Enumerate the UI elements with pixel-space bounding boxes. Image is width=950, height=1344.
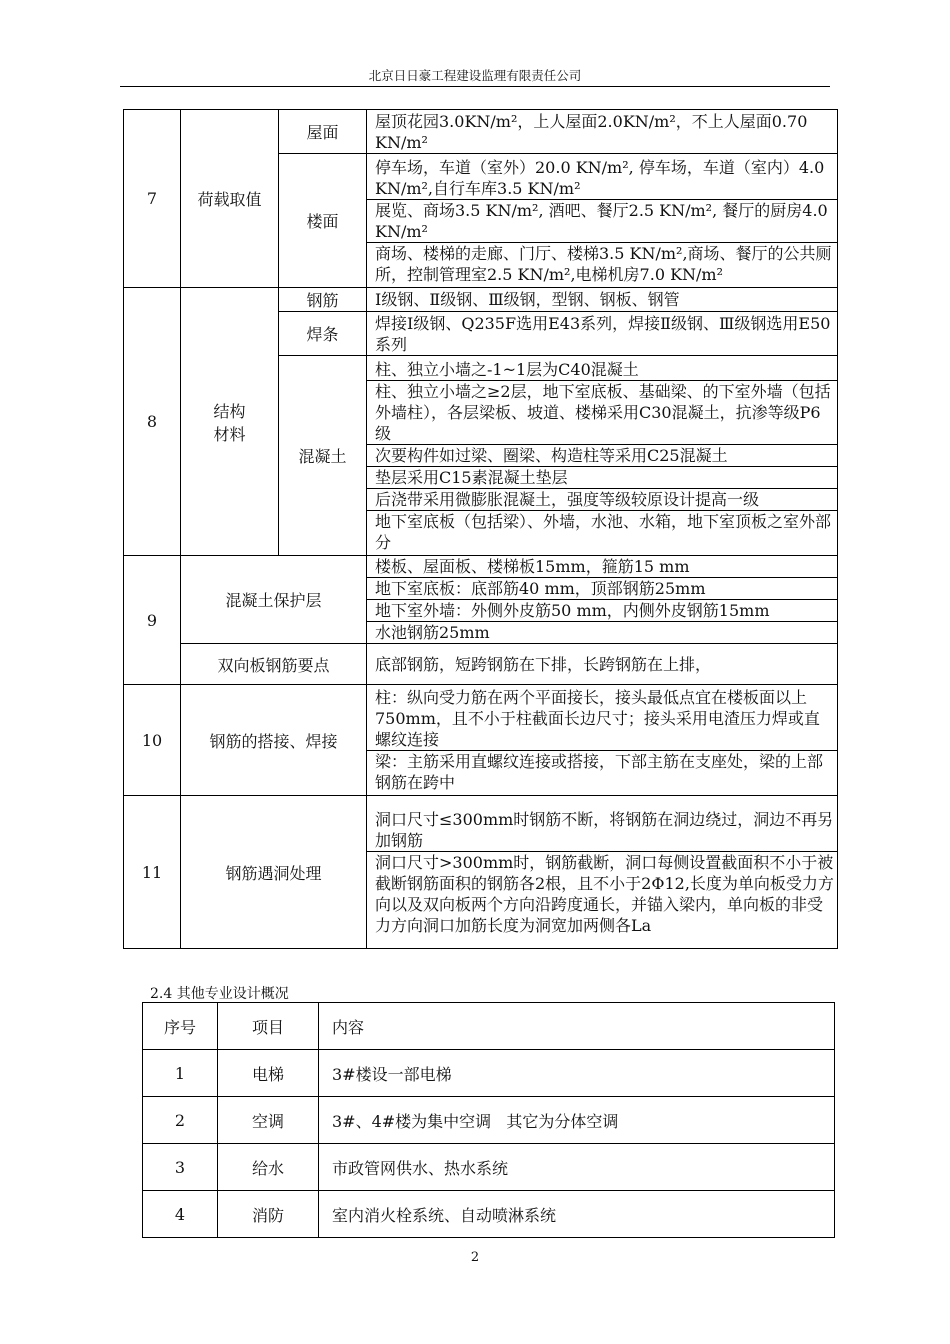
row9-cover-line: 地下室外墙：外侧外皮筋50 mm，内侧外皮钢筋15mm	[367, 599, 837, 621]
row10-line: 梁：主筋采用直螺纹连接或搭接，下部主筋在支座处，梁的上部钢筋在跨中	[367, 750, 837, 793]
row8-concrete-label: 混凝土	[279, 356, 367, 556]
row11-item: 钢筋遇洞处理	[181, 796, 367, 949]
row8-concrete-line: 后浇带采用微膨胀混凝土，强度等级较原设计提高一级	[367, 488, 837, 510]
table-row	[143, 1191, 835, 1238]
row9-no: 9	[124, 556, 181, 685]
header-rule	[120, 86, 830, 87]
row8-concrete-line: 地下室底板（包括梁）、外墙，水池、水箱，地下室顶板之室外部分	[367, 510, 837, 553]
table-row	[143, 1097, 835, 1144]
header-no: 序号	[143, 1003, 218, 1050]
row-no: 2	[143, 1097, 218, 1144]
row-content: 3#、4#楼为集中空调 其它为分体空调	[319, 1097, 835, 1144]
row8-rebar-label: 钢筋	[279, 288, 367, 312]
row-content: 室内消火栓系统、自动喷淋系统	[319, 1191, 835, 1238]
row-item: 空调	[218, 1097, 319, 1144]
row9-cover-line: 地下室底板：底部筋40 mm，顶部钢筋25mm	[367, 577, 837, 599]
table-row	[143, 1144, 835, 1191]
row8-concrete-line: 次要构件如过梁、圈梁、构造柱等采用C25混凝土	[367, 444, 837, 466]
row-no: 3	[143, 1144, 218, 1191]
row7-roof-label: 屋面	[279, 110, 367, 154]
row9-cover-line: 水池钢筋25mm	[367, 621, 837, 643]
row8-item	[181, 288, 279, 556]
row7-floor-line: 展览、商场3.5 KN/m², 酒吧、餐厅2.5 KN/m², 餐厅的厨房4.0 KN/m²	[367, 199, 837, 242]
row11-line: 洞口尺寸≤300mm时钢筋不断，将钢筋在洞边绕过，洞边不再另加钢筋	[375, 809, 834, 850]
other-design-table	[142, 1002, 835, 1238]
table-header-row	[143, 1003, 835, 1050]
row-no: 4	[143, 1191, 218, 1238]
row-content: 3#楼设一部电梯	[319, 1050, 835, 1097]
row7-roof-text: 屋顶花园3.0KN/m²，上人屋面2.0KN/m²，不上人屋面0.70 KN/m²	[367, 110, 838, 154]
page-header: 北京日日豪工程建设监理有限责任公司	[368, 68, 582, 83]
section-title: 2.4 其他专业设计概况	[150, 986, 289, 1002]
row-item: 消防	[218, 1191, 319, 1238]
row9-item: 混凝土保护层	[181, 556, 367, 644]
row8-rebar-text: Ⅰ级钢、Ⅱ级钢、Ⅲ级钢，型钢、钢板、钢管	[367, 288, 838, 312]
row8-concrete-line: 垫层采用C15素混凝土垫层	[367, 466, 837, 488]
row8-weld-text: 焊接Ⅰ级钢、Q235F选用E43系列，焊接Ⅱ级钢、Ⅲ级钢选用E50系列	[367, 312, 838, 356]
row10-line: 柱：纵向受力筋在两个平面接长，接头最低点宜在楼板面以上750mm，且不小于柱截面长边尺寸；接头采用电渣压力焊或直螺纹连接	[375, 688, 820, 749]
row8-concrete-line: 柱、独立小墙之-1~1层为C40混凝土	[375, 359, 639, 379]
row7-item: 荷载取值	[181, 110, 279, 288]
header-content: 内容	[319, 1003, 835, 1050]
header-item: 项目	[218, 1003, 319, 1050]
row-content: 市政管网供水、热水系统	[319, 1144, 835, 1191]
row8-item-line1: 结构	[213, 401, 246, 421]
row10-item: 钢筋的搭接、焊接	[181, 685, 367, 796]
row8-weld-label: 焊条	[279, 312, 367, 356]
row7-floor-line: 停车场，车道（室外）20.0 KN/m², 停车场，车道（室内）4.0 KN/m²,自行车库3.5 KN/m²	[375, 157, 825, 198]
row-item: 给水	[218, 1144, 319, 1191]
row10-no: 10	[124, 685, 181, 796]
row8-concrete-line: 柱、独立小墙之≥2层，地下室底板、基础梁、的下室外墙（包括外墙柱），各层梁板、坡道、楼梯采用C30混凝土，抗渗等级P6级	[367, 380, 837, 444]
row-no: 1	[143, 1050, 218, 1097]
row7-no: 7	[124, 110, 181, 288]
table-row	[143, 1050, 835, 1097]
row7-floor-line: 商场、楼梯的走廊、门厅、楼梯3.5 KN/m²,商场、餐厅的公共厕所，控制管理室2.5 KN/m²,电梯机房7.0 KN/m²	[367, 242, 837, 285]
row11-no: 11	[124, 796, 181, 949]
page-number: 2	[470, 1250, 480, 1265]
row9-twoway-label: 双向板钢筋要点	[181, 644, 367, 685]
row8-item-line2: 材料	[213, 424, 246, 444]
structure-spec-table	[123, 109, 838, 949]
row7-floor-label: 楼面	[279, 154, 367, 288]
row8-no: 8	[124, 288, 181, 556]
row9-cover-line: 楼板、屋面板、楼梯板15mm，箍筋15 mm	[375, 557, 690, 576]
row11-line: 洞口尺寸>300mm时，钢筋截断，洞口每侧设置截面积不小于被截断钢筋面积的钢筋各2根，且不小于2Φ12,长度为单向板受力方向以及双向板两个方向沿跨度通长，并锚入梁内，单向板的非受力方向洞口加筋长度为洞宽加两侧各La	[367, 851, 837, 936]
row-item: 电梯	[218, 1050, 319, 1097]
row9-twoway-text: 底部钢筋，短跨钢筋在下排，长跨钢筋在上排，	[367, 644, 838, 685]
